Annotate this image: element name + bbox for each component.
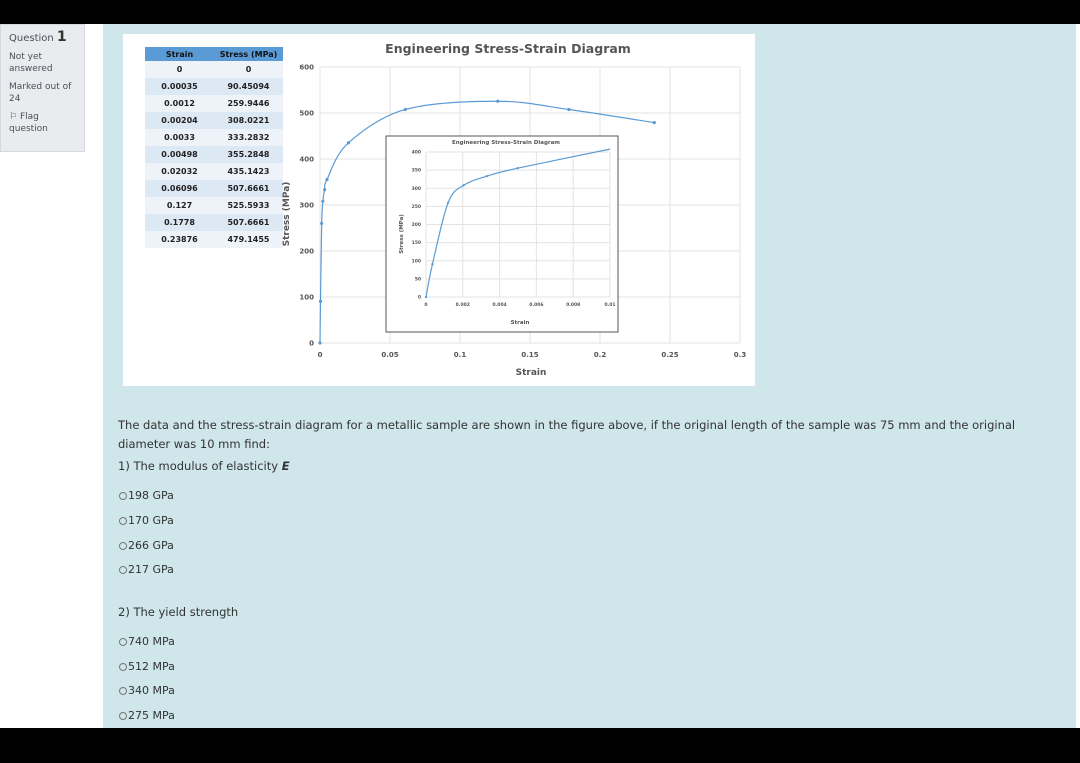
flag-icon: ⚐	[9, 112, 18, 122]
x-tick-label: 0.2	[593, 351, 607, 359]
question-number-label: Question 1	[9, 29, 67, 45]
data-point	[447, 202, 449, 204]
data-point	[320, 222, 323, 225]
modulus-symbol: E	[281, 459, 290, 473]
stress-cell: 308.0221	[214, 112, 283, 129]
main-chart-xlabel: Strain	[515, 368, 547, 378]
part2-option-1[interactable]: 740 MPa	[119, 635, 175, 648]
question-text: The data and the stress-strain diagram for a metallic sample are shown in the figure above, if the original length of the sample was 75 mm and the original diameter was 10 mm find:	[118, 418, 1016, 451]
x-tick-label: 0.002	[455, 303, 470, 308]
radio-button[interactable]	[119, 663, 127, 671]
x-tick-label: 0.004	[492, 303, 507, 308]
data-point	[319, 300, 322, 303]
strain-cell: 0.00204	[145, 112, 214, 129]
x-tick-label: 0.008	[566, 303, 581, 308]
stress-cell: 479.1455	[214, 231, 283, 248]
question-marks: Marked out of 24	[9, 82, 72, 104]
y-tick-label: 100	[411, 259, 421, 265]
stress-cell: 507.6661	[214, 214, 283, 231]
strain-cell: 0	[145, 61, 214, 78]
stress-cell: 507.6661	[214, 180, 283, 197]
question-content	[103, 24, 1076, 728]
stress-cell: 355.2848	[214, 146, 283, 163]
radio-button[interactable]	[119, 687, 127, 695]
part2-option-2[interactable]: 512 MPa	[119, 660, 175, 673]
x-tick-label: 0.15	[521, 351, 539, 359]
y-tick-label: 0	[309, 339, 314, 348]
y-tick-label: 300	[299, 201, 314, 210]
stress-cell: 259.9446	[214, 95, 283, 112]
flag-question-link[interactable]: ⚐ Flag question	[9, 112, 48, 134]
question-figure	[123, 34, 755, 386]
data-point	[325, 178, 328, 181]
y-tick-label: 250	[411, 204, 421, 210]
radio-button[interactable]	[119, 492, 127, 500]
part2-option-4[interactable]: 275 MPa	[119, 709, 175, 722]
data-point	[462, 184, 464, 186]
quiz-page	[0, 24, 1080, 728]
data-point	[318, 341, 321, 344]
table-header-strain: Strain	[145, 47, 214, 61]
strain-cell: 0.06096	[145, 180, 214, 197]
y-tick-label: 100	[299, 293, 314, 302]
radio-button[interactable]	[119, 638, 127, 646]
inset-chart-xlabel: Strain	[510, 320, 530, 326]
stress-cell: 90.45094	[214, 78, 283, 95]
part1-option-3[interactable]: 266 GPa	[119, 539, 174, 552]
strain-cell: 0.00498	[145, 146, 214, 163]
strain-cell: 0.127	[145, 197, 214, 214]
x-tick-label: 0	[424, 303, 428, 308]
y-tick-label: 200	[411, 223, 421, 228]
data-point	[425, 296, 427, 298]
main-chart-title: Engineering Stress-Strain Diagram	[385, 41, 631, 56]
x-tick-label: 0.05	[381, 351, 399, 359]
y-tick-label: 400	[411, 150, 421, 156]
x-tick-label: 0.006	[529, 303, 544, 308]
data-point	[516, 167, 518, 169]
radio-button[interactable]	[119, 517, 127, 525]
x-tick-label: 0	[317, 351, 323, 359]
stress-cell: 525.5933	[214, 197, 283, 214]
stress-cell: 333.2832	[214, 129, 283, 146]
inset-chart-title: Engineering Stress-Strain Diagram	[451, 140, 561, 146]
data-point	[347, 141, 350, 144]
data-point	[653, 121, 656, 124]
main-chart-ylabel: Stress (MPa)	[282, 181, 292, 247]
part1-label: 1) The modulus of elasticity E	[118, 459, 290, 473]
stress-cell: 0	[214, 61, 283, 78]
data-point	[486, 175, 488, 177]
data-point	[323, 188, 326, 191]
stress-strain-chart	[123, 34, 755, 386]
x-tick-label: 0.1	[453, 351, 467, 359]
radio-button[interactable]	[119, 542, 127, 550]
data-point	[431, 263, 433, 265]
radio-button[interactable]	[119, 566, 127, 574]
strain-cell: 0.0033	[145, 129, 214, 146]
part1-option-4[interactable]: 217 GPa	[119, 563, 174, 576]
data-point	[496, 100, 499, 103]
y-tick-label: 50	[414, 277, 421, 283]
y-tick-label: 150	[411, 241, 421, 247]
y-tick-label: 300	[411, 186, 421, 192]
y-tick-label: 400	[299, 155, 314, 164]
radio-button[interactable]	[119, 712, 127, 720]
strain-cell: 0.02032	[145, 163, 214, 180]
strain-cell: 0.23876	[145, 231, 214, 248]
y-tick-label: 350	[411, 168, 421, 174]
data-point	[404, 108, 407, 111]
part1-option-2[interactable]: 170 GPa	[119, 514, 174, 527]
inset-chart-ylabel: Stress (MPa)	[399, 214, 405, 254]
data-point	[321, 200, 324, 203]
strain-cell: 0.00035	[145, 78, 214, 95]
y-tick-label: 500	[299, 109, 314, 118]
y-tick-label: 600	[299, 63, 314, 72]
question-info-panel	[0, 24, 85, 152]
part2-option-3[interactable]: 340 MPa	[119, 684, 175, 697]
strain-cell: 0.0012	[145, 95, 214, 112]
x-tick-label: 0.3	[733, 351, 747, 359]
stress-cell: 435.1423	[214, 163, 283, 180]
data-point	[567, 108, 570, 111]
x-tick-label: 0.25	[661, 351, 679, 359]
part1-option-1[interactable]: 198 GPa	[119, 489, 174, 502]
table-header-stress: Stress (MPa)	[214, 47, 283, 61]
y-tick-label: 0	[417, 295, 421, 301]
question-status: Not yet answered	[9, 52, 53, 74]
part2-label: 2) The yield strength	[118, 605, 239, 619]
y-tick-label: 200	[299, 247, 314, 256]
x-tick-label: 0.01	[604, 303, 616, 308]
strain-cell: 0.1778	[145, 214, 214, 231]
